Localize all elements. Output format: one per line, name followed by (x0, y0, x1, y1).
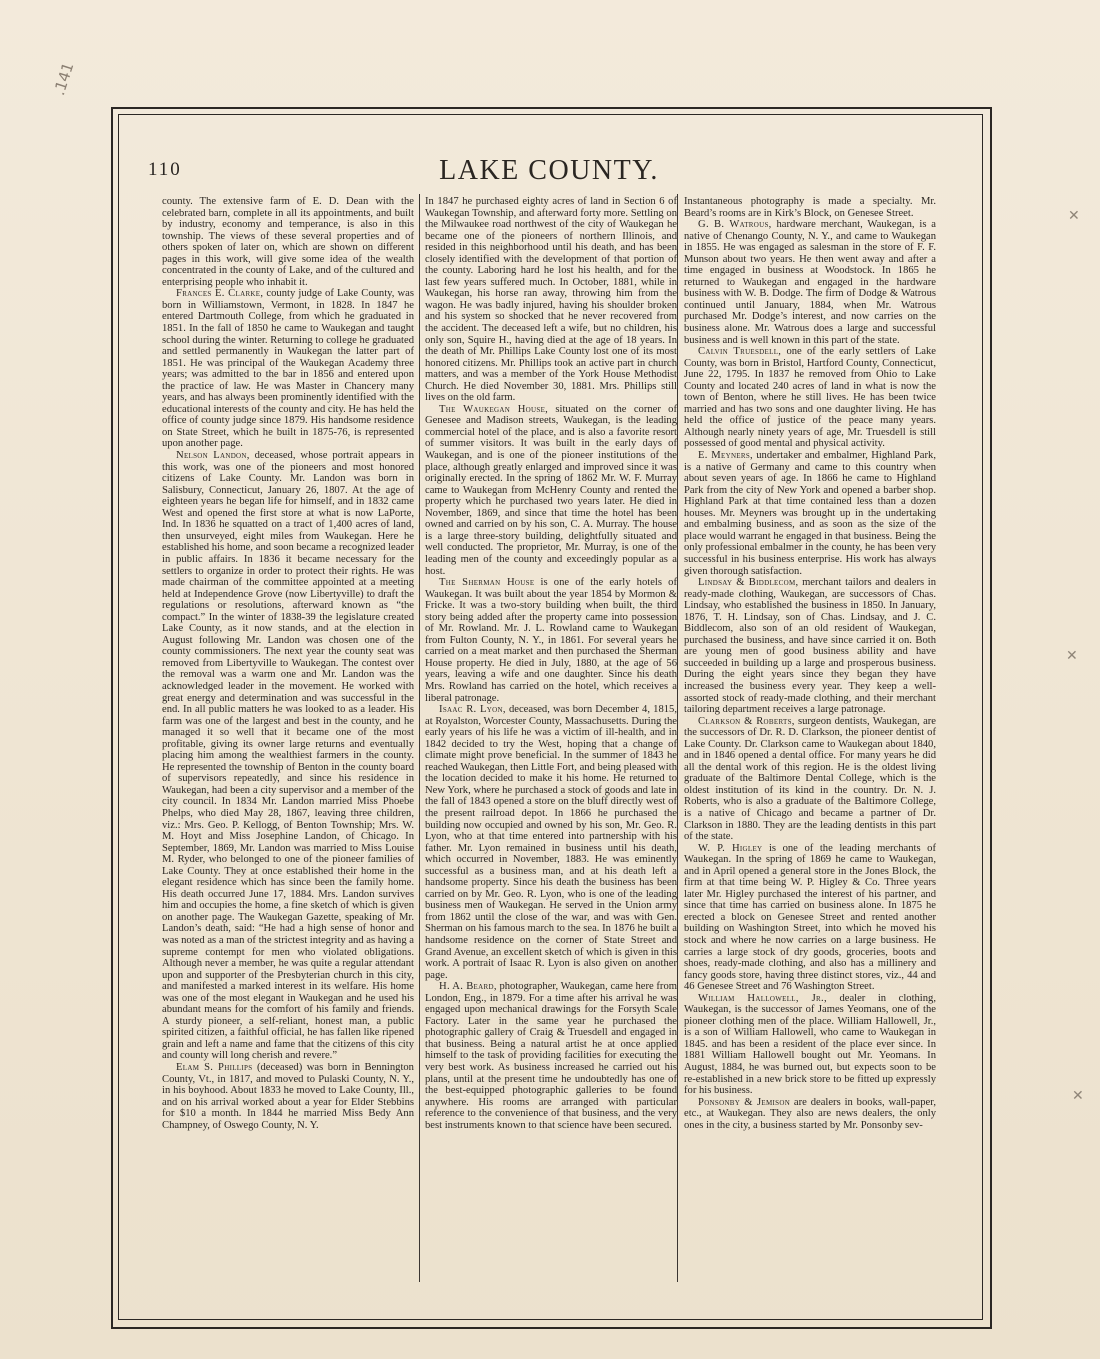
paragraph (162, 450, 414, 1062)
page-header (140, 155, 958, 189)
paragraph-text: deceased, whose portrait appears in this work, was one of the pioneers and most honored citizens of Lake County. Mr. Landon was born in Salisbury, Connecticut, January 26, 1807. At the age of eighteen years he began life for himself, and in 1832 came West and opened the first store at what is now LaPorte, Ind. In 1836 he squatted on a tract of 1,400 acres of land, then unsurveyed, eight miles from Waukegan. Here he established his home, and soon became a recognized leader in public affairs. In 1836 it became necessary for the settlers to organize in order to protect their rights. He was made chairman of the committee appointed at a meeting held at Independence Grove (now Libertyville) to draft the regulations or resolutions, afterward known as “the compact.” In the winter of 1838-39 the legislature created Lake County, as it now stands, and at the election in August following Mr. Landon was chosen one of the county commissioners. The next year the county seat was removed from Libertyville to Waukegan. The contest over the removal was a warm one and Mr. Landon was the acknowledged leader in the movement. He worked with great energy and determination and was successful in the end. In all public matters he was looked to as a leader. His farm was one of the largest and best in the county, and he managed it so well that it became one of the most profitable, giving its owner large returns and eventually placing him among the wealthiest farmers in the county. He represented the township of Benton in the county board of supervisors repeatedly, and since his residence in Waukegan, had been a city supervisor and a member of the city council. In 1834 Mr. Landon married Miss Phoebe Phelps, who died May 28, 1867, leaving three children, viz.: Mrs. Geo. P. Kellogg, of Benton Township; Mrs. W. M. Hoyt and Miss Josephine Landon, of Chicago. In September, 1869, Mr. Landon was married to Miss Louise M. Ryder, who belonged to one of the pioneer families of Lake County. They at once established their home in the elegant residence which has since been the family home. His death occurred June 17, 1884. Mrs. Landon survives him and occupies the home, a fine sketch of which is given on another page. The Waukegan Gazette, speaking of Mr. Landon’s death, said: “He had a high sense of honor and was noted as a man of the strictest integrity and as having a supreme contempt for men who violated obligations. Although never a member, he was quite a regular attendant upon and supporter of the Presbyterian church in this city, and manifested a marked interest in its welfare. His home was one of the most elegant in Waukegan and he used his abundant means for the comfort of his family and friends. A sturdy pioneer, a self-reliant, honest man, a public spirited citizen, a faithful official, he has fallen like ripened grain and left a name and fame that the citizens of this city and county will long cherish and revere.” (162, 450, 414, 1062)
paragraph (684, 219, 936, 346)
paragraph-text: merchant tailors and dealers in ready-made clothing, Waukegan, are successors of Chas. Lindsay, who established the business in 1850. In January, 1876, T. H. Lindsay, son of Chas. Lindsay, and J. C. Biddlecom, also son of an old resident of Waukegan, purchased the business, and have since carried it on. Both are young men of good business ability and have succeeded in building up a large and prosperous business. During the eight years since they began they have increased the business every year. They keep a well-assorted stock of ready-made clothing, and their merchant tailoring department receives a large patronage. (684, 577, 937, 716)
page-number: 110 (148, 159, 182, 180)
paragraph-text: county. The extensive farm of E. D. Dean with the celebrated barn, complete in all its appointments, and built by industry, economy and temperance, is also in this township. The views of these several properties and of others spoken of later on, which are shown on different pages in this work, will give some idea of the wealth concentrated in the county of Lake, and of the cultured and enterprising people who inhabit it. (162, 196, 414, 288)
paragraph-text: dealer in clothing, Waukegan, is the successor of James Yeomans, one of the pioneer clothing men of the place. William Hallowell, Jr., is a son of William Hallowell, who came to Waukegan in 1845. and has been a resident of the place ever since. In 1881 William Hallowell bought out Mr. Yeomans. In August, 1884, he was burned out, but expects soon to be re-established in a new brick store to be fitted up expressly for his business. (684, 992, 936, 1097)
paragraph (162, 196, 414, 288)
column-divider (677, 194, 678, 1282)
page-title: LAKE COUNTY. (439, 155, 659, 186)
paragraph-text: In 1847 he purchased eighty acres of land in Section 6 of Waukegan Township, and afterward forty more. Settling on the Milwaukee road northwest of the city of Waukegan he became one of the pioneers of northern Illinois, and resided in this neighborhood until his death, and has been closely identified with the development of that portion of the county. Laboring hard he lost his health, and for the last few years suffered much. In October, 1881, while in Waukegan, his horse ran away, throwing him from the wagon. He was badly injured, having his shoulder broken and his system so shocked that he never recovered from the accident. The deceased left a wife, but no children, his only son, Squire H., having died at the age of 18 years. In the death of Mr. Phillips Lake County lost one of its most honored citizens. Mr. Phillips took an active part in church matters, and was a member of the York House Methodist Church. He died November 30, 1881. Mrs. Phillips still lives on the old farm. (425, 196, 677, 404)
entry-heading: Ponsonby & Jemison (698, 1096, 791, 1108)
entry-heading: William Hallowell, Jr., (698, 992, 827, 1004)
column-divider (419, 194, 420, 1282)
entry-heading: The Waukegan House, (439, 403, 549, 415)
entry-heading: Clarkson & Roberts, (698, 715, 795, 727)
paragraph (684, 577, 936, 716)
paragraph-text: surgeon dentists, Waukegan, are the successors of Dr. R. D. Clarkson, the pioneer dentist of Lake County. Dr. Clarkson came to Waukegan about 1840, and in 1846 opened a dental office. For many years he did all the dental work of this region. He is the oldest living graduate of the Baltimore Dental College, which is the oldest institution of its kind in the country. Dr. N. J. Roberts, who is also a graduate of the Baltimore College, is a native of Chicago and became a partner of Dr. Clarkson in 1880. They are the leading dentists in this part of the state. (684, 715, 936, 843)
paragraph-text: situated on the corner of Genesee and Madison streets, Waukegan, is the leading commercial hotel of the place, and is also a favorite resort of summer visitors. It was built in the early days of Waukegan, and is one of the pioneer institutions of the place, although greatly enlarged and improved since it was originally erected. In the spring of 1862 Mr. W. F. Murray came to Waukegan from McHenry County and rented the property which he purchased two years later. He died in November, 1869, and since that time the hotel has been owned and carried on by his son, C. A. Murray. The house is a large three-story building, delightfully situated and well conducted. The proprietor, Mr. Murray, is one of the leading men of the county and exceedingly popular as a host. (425, 403, 677, 577)
entry-heading: W. P. Higley (698, 842, 763, 854)
paragraph-text: one of the early settlers of Lake County, was born in Bristol, Hartford County, Connecticut, June 22, 1795. In 1837 he removed from Ohio to Lake County and located 240 acres of land in what is now the town of Benton, where he still lives. He has been twice married and has two sons and one daughter living. He has held the office of justice of the peace many years. Although nearly ninety years of age, Mr. Truesdell is still possessed of good mental and physical activity. (684, 346, 936, 450)
paragraph (684, 196, 936, 219)
paragraph (684, 1097, 936, 1132)
entry-heading: E. Meyners, (698, 450, 753, 462)
entry-heading: The Sherman House (439, 577, 535, 589)
paragraph (684, 716, 936, 843)
pencil-annotation: .141 (50, 60, 78, 98)
entry-heading: Frances E. Clarke, (176, 288, 264, 300)
paragraph-text: are dealers in books, wall-paper, etc., at Waukegan. They also are news dealers, the only ones in the city, a business started by Mr. Ponsonby sev- (684, 1096, 937, 1131)
entry-heading: Calvin Truesdell, (698, 346, 782, 358)
paragraph-text: is one of the early hotels of Waukegan. It was built about the year 1854 by Mormon & Fricke. It was a two-story building when built, the third story being added after the property came into possession of Mr. Rowland. Mr. J. L. Rowland came to Waukegan from Fulton County, N. Y., in 1861. For several years he carried on a meat market and then purchased the Sherman House property. He died in July, 1880, at the age of 56 years, leaving a wife and one daughter. Since his death Mrs. Rowland has carried on the hotel, which receives a liberal patronage. (425, 577, 677, 704)
margin-mark: ✕ (1066, 648, 1078, 664)
paragraph-text: photographer, Waukegan, came here from London, Eng., in 1879. For a time after his arrival he was engaged upon mechanical drawings for the Forsyth Scale Factory. Later in the same year he purchased the photographic gallery of Craig & Truesdell and engaged in that business. Being a natural artist he at once applied himself to the task of providing facilities for executing the very best work. As business increased he carried out his plans, until at the present time he undoubtedly has one of the best-equipped photographic galleries to be found anywhere. His rooms are arranged with particular reference to the convenience of that business, and the very best instruments known to that science have been secured. (425, 981, 677, 1131)
paragraph (425, 577, 677, 704)
paragraph-text: hardware merchant, Waukegan, is a native of Chenango County, N. Y., and came to Waukegan in 1855. He was engaged as salesman in the store of F. F. Munson about two years. He then went away and after a time engaged in business at Woodstock. In 1865 he returned to Waukegan and engaged in the hardware business with W. B. Dodge. The firm of Dodge & Watrous continued until January, 1884, when Mr. Watrous purchased Mr. Dodge’s interest, and now carries on the business alone. Mr. Watrous does a large and successful business and is well known in this part of the state. (684, 219, 936, 346)
entry-heading: G. B. Watrous, (698, 219, 772, 231)
paragraph (425, 196, 677, 404)
entry-heading: Isaac R. Lyon, (439, 704, 506, 716)
text-column-2 (425, 196, 677, 1131)
paragraph-text: undertaker and embalmer, Highland Park, is a native of Germany and came to this country when about seven years of age. In 1866 he came to Highland Park from the city of New York and opened a barber shop. Highland Park at that time contained less than a dozen houses. Mr. Meyners was brought up in the undertaking and embalming business, and as soon as the size of the place would warrant he engaged in that business. Being the only professional embalmer in the county, he has been very successful in his business enterprise. His work has always given thorough satisfaction. (684, 450, 936, 577)
paragraph (162, 288, 414, 450)
entry-heading: Nelson Landon, (176, 450, 250, 462)
paragraph (684, 993, 936, 1097)
paragraph (684, 346, 936, 450)
entry-heading: Elam S. Phillips (176, 1062, 253, 1074)
paragraph (425, 404, 677, 577)
paragraph (684, 450, 936, 577)
paragraph (684, 843, 936, 993)
entry-heading: H. A. Beard, (439, 981, 497, 993)
paragraph (425, 704, 677, 981)
margin-mark: ✕ (1068, 208, 1080, 224)
paragraph-text: deceased, was born December 4, 1815, at Royalston, Worcester County, Massachusetts. During the early years of his life he was a victim of ill-health, and in 1842 decided to try the West, hoping that a change of climate might prove beneficial. In the summer of 1843 he reached Waukegan, then Little Fort, and being pleased with the location decided to make it his home. He returned to New York, where he purchased a stock of goods and late in the fall of 1843 opened a store on the bluff directly west of the present railroad depot. In 1866 he purchased the building now occupied and owned by his son, Mr. Geo. R. Lyon, who at that time entered into partnership with his father. Mr. Lyon remained in business until his death, which occurred in November, 1883. He was eminently successful as a business man, and at his death left a handsome property. Since his death the business has been carried on by Mr. Geo. R. Lyon, who is one of the leading business men of Waukegan. He served in the Union army from 1862 until the close of the war, and was with Gen. Sherman on his famous march to the sea. In 1876 he built a handsome residence on the corner of State Street and Grand Avenue, an excellent sketch of which is given in this work. A portrait of Isaac R. Lyon is also given on another page. (425, 704, 677, 981)
paragraph-text: Instantaneous photography is made a specialty. Mr. Beard’s rooms are in Kirk’s Block, on Genesee Street. (684, 196, 936, 219)
text-column-1 (162, 196, 414, 1131)
paragraph (162, 1062, 414, 1131)
entry-heading: Lindsay & Biddlecom, (698, 577, 799, 589)
paragraph-text: county judge of Lake County, was born in Williamstown, Vermont, in 1828. In 1847 he entered Dartmouth College, from which he graduated in 1851. In the fall of 1850 he came to Waukegan and taught school during the winter. Returning to college he graduated and settled permanently in Waukegan the latter part of 1851. He was principal of the Waukegan Academy three years; was admitted to the bar in 1856 and entered upon the practice of law. He was Master in Chancery many years, and has always been prominently identified with the educational interests of the county and city. He has held the office of county judge since 1879. His handsome residence on State Street, which he built in 1875-76, is represented upon another page. (162, 288, 415, 450)
paragraph-text: (deceased) was born in Bennington County, Vt., in 1817, and moved to Pulaski County, N. Y., in his boyhood. About 1833 he moved to Lake County, Ill., and on his arrival worked about a year for Elder Stebbins for $10 a month. In 1844 he married Miss Bedy Ann Champney, of Oswego County, N. Y. (162, 1062, 414, 1131)
paragraph (425, 981, 677, 1131)
paragraph-text: is one of the leading merchants of Waukegan. In the spring of 1869 he came to Waukegan, and in April opened a general store in the Jones Block, the firm at that time being W. P. Higley & Co. Three years later Mr. Higley purchased the interest of his partner, and since that time has carried on business alone. In 1875 he erected a block on Genesee Street and rented another building on Washington Street, into which he moved his stock and where he now carries on a large business. He carries a large stock of dry goods, groceries, boots and shoes, ready-made clothing, and also has a millinery and fancy goods store, having three distinct stores, viz., 44 and 46 Genesee Street and 76 Washington Street. (684, 842, 936, 993)
text-column-3 (684, 196, 936, 1131)
margin-mark: ✕ (1072, 1088, 1084, 1104)
